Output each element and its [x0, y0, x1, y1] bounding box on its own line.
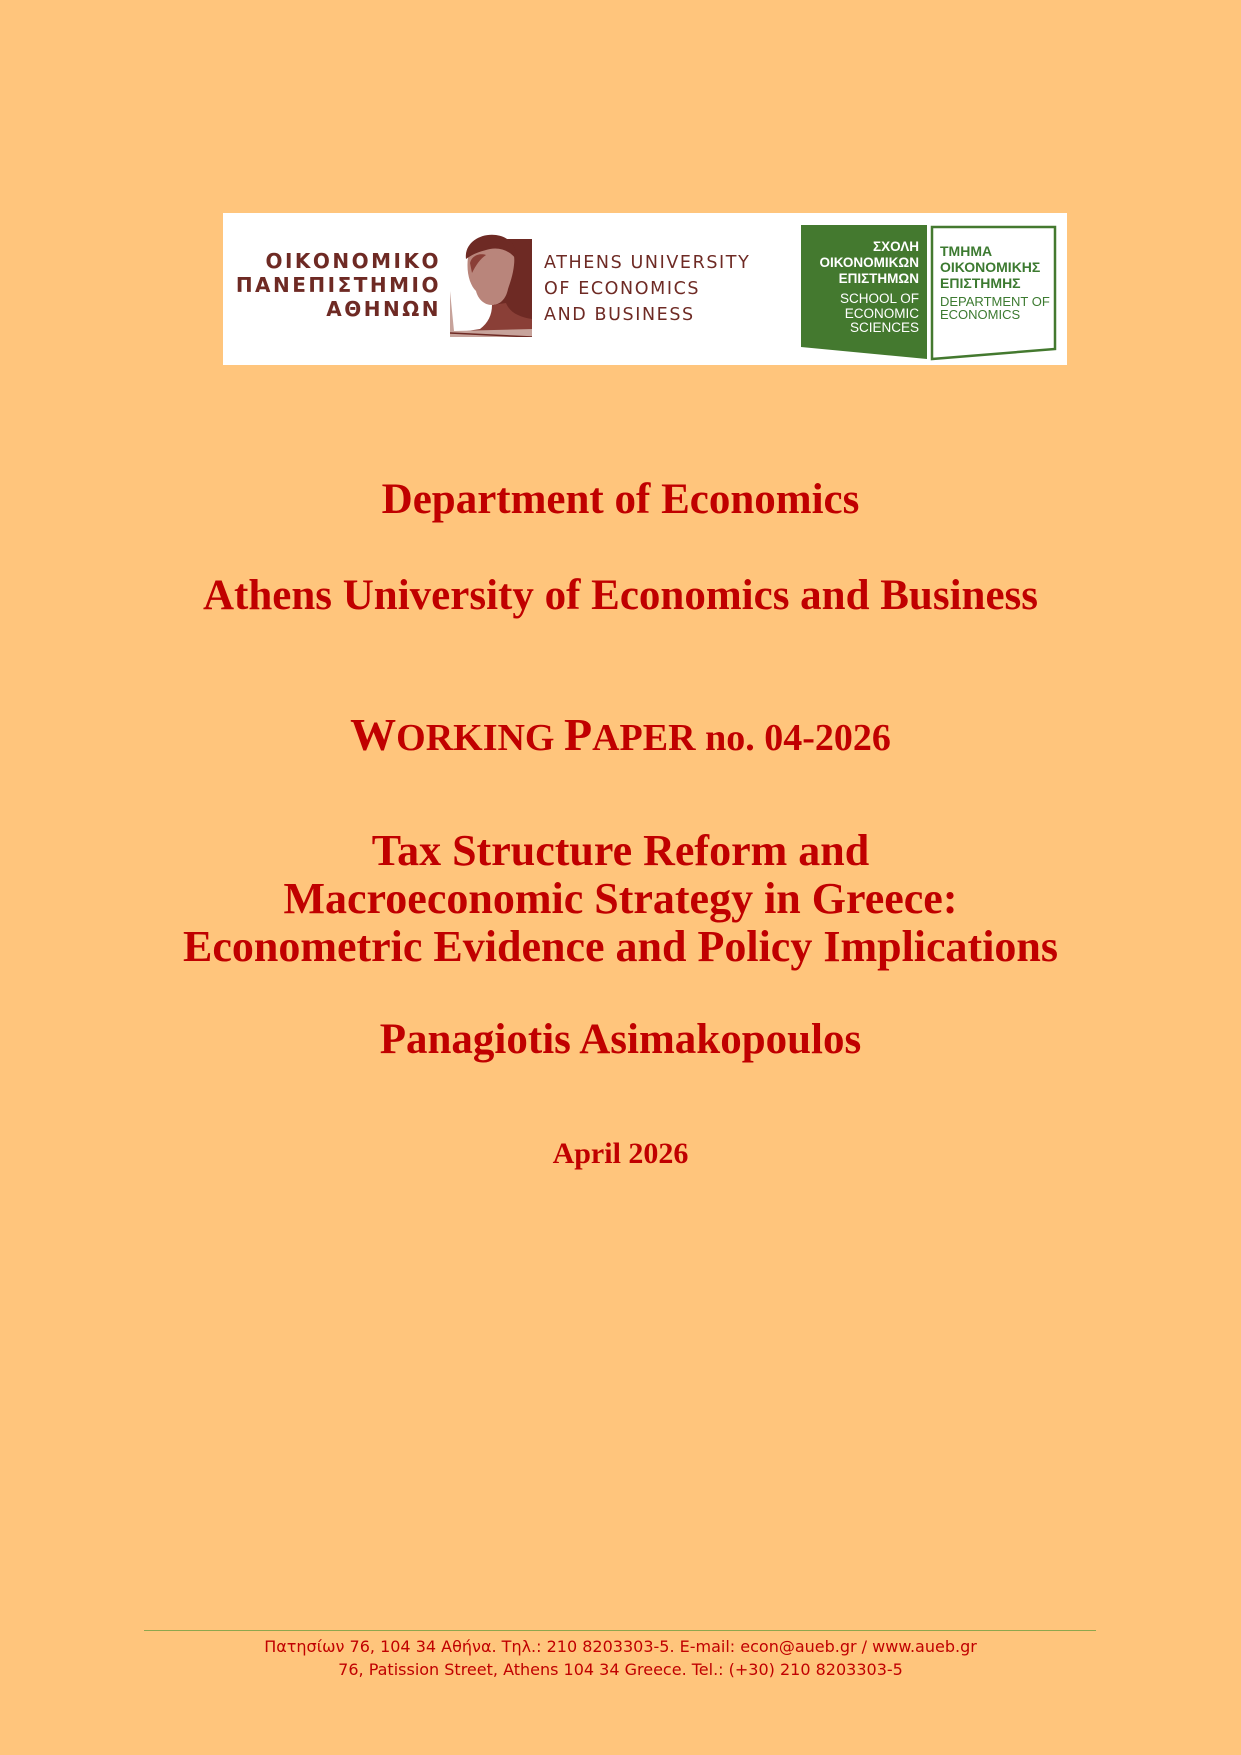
- footer-divider: [144, 1630, 1096, 1631]
- author-name: Panagiotis Asimakopoulos: [379, 1016, 862, 1063]
- university-heading: Athens University of Economics and Business: [202, 572, 1038, 619]
- university-name-greek: ΟΙΚΟΝΟΜΙΚΟ ΠΑΝΕΠΙΣΤΗΜΙΟ ΑΘΗΝΩΝ: [235, 249, 441, 321]
- working-paper-number: WORKING PAPER no. 04-2026: [350, 709, 891, 760]
- school-of-economic-sciences: ΣΧΟΛΗ ΟΙΚΟΝΟΜΙΚΩΝ ΕΠΙΣΤΗΜΩΝ SCHOOL OF ECONOMIC SCIENCES: [819, 239, 919, 335]
- department-of-economics-logo: ΤΜΗΜΑ ΟΙΚΟΝΟΜΙΚΗΣ ΕΠΙΣΤΗΜΗΣ DEPARTMENT OF ECONOMICS: [940, 243, 1050, 322]
- university-name-english: ATHENS UNIVERSITY OF ECONOMICS AND BUSINESS: [544, 253, 751, 325]
- department-heading: Department of Economics: [381, 476, 860, 523]
- paper-title-line: Econometric Evidence and Policy Implications: [182, 922, 1059, 971]
- paper-title-line: Macroeconomic Strategy in Greece:: [283, 874, 958, 923]
- footer-address-english: 76, Patission Street, Athens 104 34 Greece. Tel.: (+30) 210 8203303-5: [338, 1660, 903, 1679]
- paper-title-line: Tax Structure Reform and: [371, 826, 870, 875]
- header-logo-banner: [223, 213, 1067, 365]
- publication-date: April 2026: [552, 1137, 689, 1170]
- paper-title: [0, 827, 1241, 971]
- footer-address-greek: Πατησίων 76, 104 34 Αθήνα. Τηλ.: 210 8203303-5. E-mail: econ@aueb.gr / www.aueb.gr: [264, 1637, 977, 1656]
- hermes-bust-logo-icon: [450, 233, 532, 337]
